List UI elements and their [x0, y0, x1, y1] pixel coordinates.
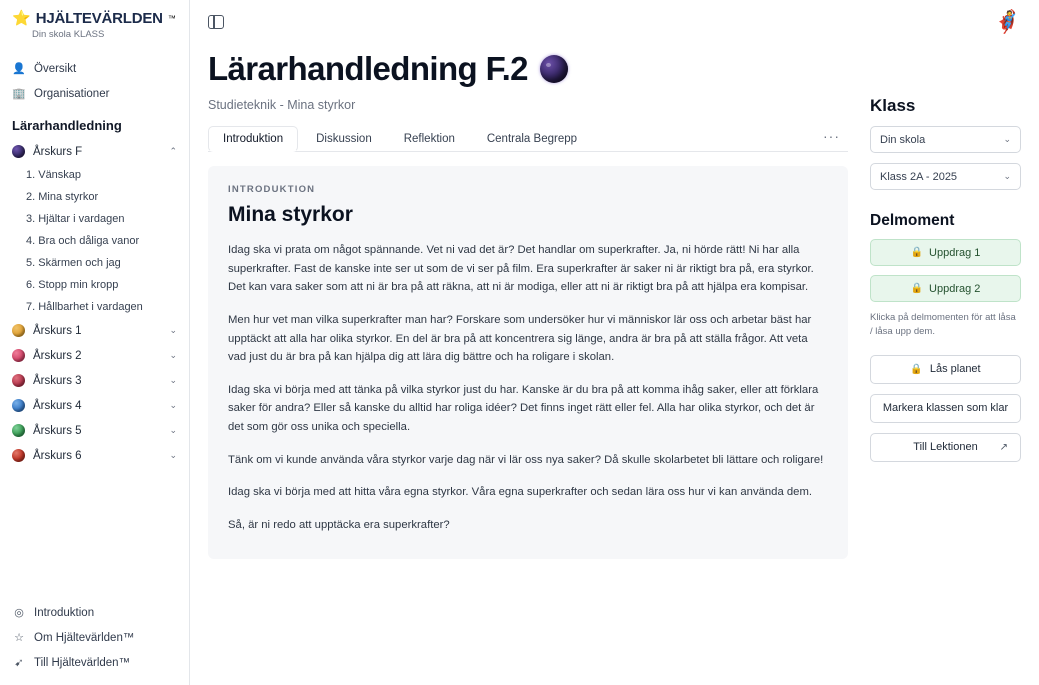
task-uppdrag-1[interactable] — [870, 239, 1021, 266]
lock-planet-label: Lås planet — [929, 363, 981, 376]
tab-centrala-begrepp[interactable]: Centrala Begrepp — [486, 132, 578, 145]
sidebar-grade-arskurs-3[interactable] — [0, 368, 189, 393]
planet-icon — [12, 449, 25, 462]
sidebar-grade-f-children — [0, 164, 189, 318]
sidebar-item-till-hjaltevarlden[interactable] — [0, 650, 189, 675]
sidebar-item-label: Till Hjältevärlden™ — [34, 656, 131, 669]
article-paragraph: Så, är ni redo att upptäcka era superkrafter? — [228, 518, 450, 531]
planet-icon — [12, 424, 25, 437]
sidebar-grade-arskurs-6[interactable] — [0, 443, 189, 468]
mark-class-done-label: Markera klassen som klar — [882, 402, 1009, 415]
article-paragraph: Idag ska vi prata om något spännande. Vet ni vad det är? Det handlar om superkrafter. Ja, ni hörde rätt! Ni har alla superkrafter. Fast de kanske inte ser ut som de vi ser på film. Era superkrafter är saker ni är riktigt bra på, era styrkor. Det kan vara saker som att ni är bra på att räkna, att ni är modiga, eller att ni är riktigt bra på att hjälpa era kompisar. — [228, 244, 814, 294]
chevron-down-icon: ⌄ — [169, 375, 177, 385]
sidebar-subitem-2[interactable]: 2. Mina styrkor — [26, 191, 99, 203]
lock-icon: 🔒 — [910, 247, 924, 258]
sidebar-item-oversikt[interactable] — [0, 56, 189, 81]
article-paragraph: Idag ska vi börja med att tänka på vilka styrkor just du har. Kanske är du bra på att komma ihåg saker, eller att förklara saker för andra? Eller så kanske du alltid har roliga idéer? Det finns inget rätt eller fel. Alla har olika styrkor, och det är det som gör oss unika och speciella. — [228, 383, 819, 433]
school-select[interactable] — [870, 126, 1021, 153]
tab-bar — [208, 126, 848, 152]
main-area — [190, 0, 1039, 685]
article-paragraph: Men hur vet man vilka superkrafter man har? Forskare som undersöker hur vi människor lär oss och arbetar bäst har upptäckt att alla har olika styrkor. En del är bra på att koncentrera sig länge, andra är bra på att ställa frågor. Att veta vad just du är bra på kan hjälpa dig att lära dig bättre och ha roligare i skolan. — [228, 313, 812, 364]
sidebar-grade-label: Årskurs 2 — [33, 349, 82, 362]
tab-introduktion[interactable]: Introduktion — [208, 126, 298, 152]
chevron-down-icon: ⌄ — [1003, 134, 1011, 144]
article-card — [208, 166, 848, 559]
delmoment-hint: Klicka på delmomenten för att låsa / låsa upp dem. — [870, 312, 1016, 337]
planet-icon — [12, 399, 25, 412]
page-subtitle: Studieteknik - Mina styrkor — [208, 98, 356, 112]
go-to-lesson-label: Till Lektionen — [913, 441, 978, 454]
sidebar-subitem-6[interactable]: 6. Stopp min kropp — [26, 279, 119, 291]
chevron-down-icon: ⌄ — [169, 425, 177, 435]
content-wrapper — [190, 44, 1039, 559]
sidebar — [0, 0, 190, 685]
star-outline-icon: ☆ — [14, 632, 24, 644]
sidebar-nav-top — [0, 56, 189, 106]
sidebar-item-label: Om Hjältevärlden™ — [34, 631, 135, 644]
lock-planet-button[interactable] — [870, 355, 1021, 384]
sidebar-subitem-5[interactable]: 5. Skärmen och jag — [26, 257, 121, 269]
brand-block[interactable] — [0, 0, 189, 46]
go-to-lesson-button[interactable] — [870, 433, 1021, 462]
class-select-value: Klass 2A - 2025 — [880, 170, 958, 183]
sidebar-subitem-4[interactable]: 4. Bra och dåliga vanor — [26, 235, 140, 247]
chevron-down-icon: ⌄ — [169, 350, 177, 360]
sidebar-subitem-7[interactable]: 7. Hållbarhet i vardagen — [26, 301, 143, 313]
topbar — [190, 0, 1039, 44]
planet-icon — [12, 374, 25, 387]
brand-subtitle: Din skola KLASS — [32, 29, 105, 40]
sidebar-grade-label: Årskurs 3 — [33, 374, 82, 387]
task-label: Uppdrag 1 — [929, 246, 981, 259]
panel-heading-klass: Klass — [870, 96, 916, 115]
chevron-down-icon: ⌄ — [169, 325, 177, 335]
page-title: Lärarhandledning F.2 — [208, 50, 528, 87]
chevron-down-icon: ⌄ — [1003, 171, 1011, 181]
chevron-up-icon: ⌃ — [169, 146, 177, 156]
class-select[interactable] — [870, 163, 1021, 190]
panel-heading-delmoment: Delmoment — [870, 212, 955, 229]
mark-class-done-button[interactable] — [870, 394, 1021, 423]
article-eyebrow: INTRODUKTION — [228, 184, 316, 195]
planet-icon — [12, 349, 25, 362]
sidebar-grade-label: Årskurs F — [33, 145, 83, 158]
panel-toggle-icon[interactable] — [208, 15, 224, 29]
sidebar-grade-label: Årskurs 4 — [33, 399, 82, 412]
sidebar-item-label: Organisationer — [34, 87, 110, 100]
star-icon: ⭐ — [12, 10, 31, 27]
sidebar-grade-arskurs-4[interactable] — [0, 393, 189, 418]
compass-icon: ◎ — [14, 607, 24, 619]
planet-icon — [12, 324, 25, 337]
sidebar-item-organisationer[interactable] — [0, 81, 189, 106]
sidebar-nav-bottom — [0, 600, 189, 685]
sidebar-grade-label: Årskurs 6 — [33, 449, 82, 462]
tab-overflow-icon[interactable]: ··· — [823, 127, 840, 144]
external-link-icon: ↗ — [999, 441, 1008, 453]
sidebar-subitem-3[interactable]: 3. Hjältar i vardagen — [26, 213, 125, 225]
task-label: Uppdrag 2 — [929, 282, 981, 295]
sidebar-subitem-1[interactable]: 1. Vänskap — [26, 169, 82, 181]
sidebar-item-introduktion[interactable] — [0, 600, 189, 625]
school-select-value: Din skola — [880, 133, 926, 146]
lock-icon: 🔒 — [910, 283, 924, 294]
article-heading: Mina styrkor — [228, 203, 353, 226]
sidebar-section-title: Lärarhandledning — [12, 118, 122, 133]
page-title-row — [208, 50, 848, 88]
brand-trademark: ™ — [167, 14, 176, 23]
building-icon: 🏢 — [12, 88, 26, 100]
chevron-down-icon: ⌄ — [169, 450, 177, 460]
person-icon: 👤 — [12, 63, 26, 75]
sidebar-grade-label: Årskurs 1 — [33, 324, 82, 337]
rocket-icon: ➹ — [14, 657, 24, 669]
sidebar-grade-arskurs-f[interactable] — [0, 139, 189, 164]
sidebar-item-om-hjaltevarlden[interactable] — [0, 625, 189, 650]
chevron-down-icon: ⌄ — [169, 400, 177, 410]
tab-reflektion[interactable]: Reflektion — [403, 132, 455, 145]
sidebar-item-label: Introduktion — [34, 606, 95, 619]
planet-icon — [12, 145, 25, 158]
brand-name: HJÄLTEVÄRLDEN — [35, 10, 163, 27]
content-left — [208, 44, 848, 559]
planet-icon — [540, 55, 568, 83]
sidebar-grade-arskurs-5[interactable] — [0, 418, 189, 443]
task-uppdrag-2[interactable] — [870, 275, 1021, 302]
avatar[interactable]: 🦸 — [993, 9, 1021, 34]
article-paragraph: Idag ska vi börja med att hitta våra egna styrkor. Våra egna superkrafter och sedan lära oss hur vi kan använda dem. — [228, 486, 812, 499]
sidebar-item-label: Översikt — [34, 62, 77, 75]
sidebar-grade-arskurs-2[interactable] — [0, 343, 189, 368]
sidebar-grade-arskurs-1[interactable] — [0, 318, 189, 343]
article-paragraph: Tänk om vi kunde använda våra styrkor varje dag när vi lär oss nya saker? Då skulle skolarbetet bli lättare och roligare! — [228, 453, 824, 466]
sidebar-grade-label: Årskurs 5 — [33, 424, 82, 437]
right-panel — [870, 44, 1021, 559]
tab-diskussion[interactable]: Diskussion — [316, 132, 372, 145]
lock-icon: 🔒 — [910, 363, 923, 375]
